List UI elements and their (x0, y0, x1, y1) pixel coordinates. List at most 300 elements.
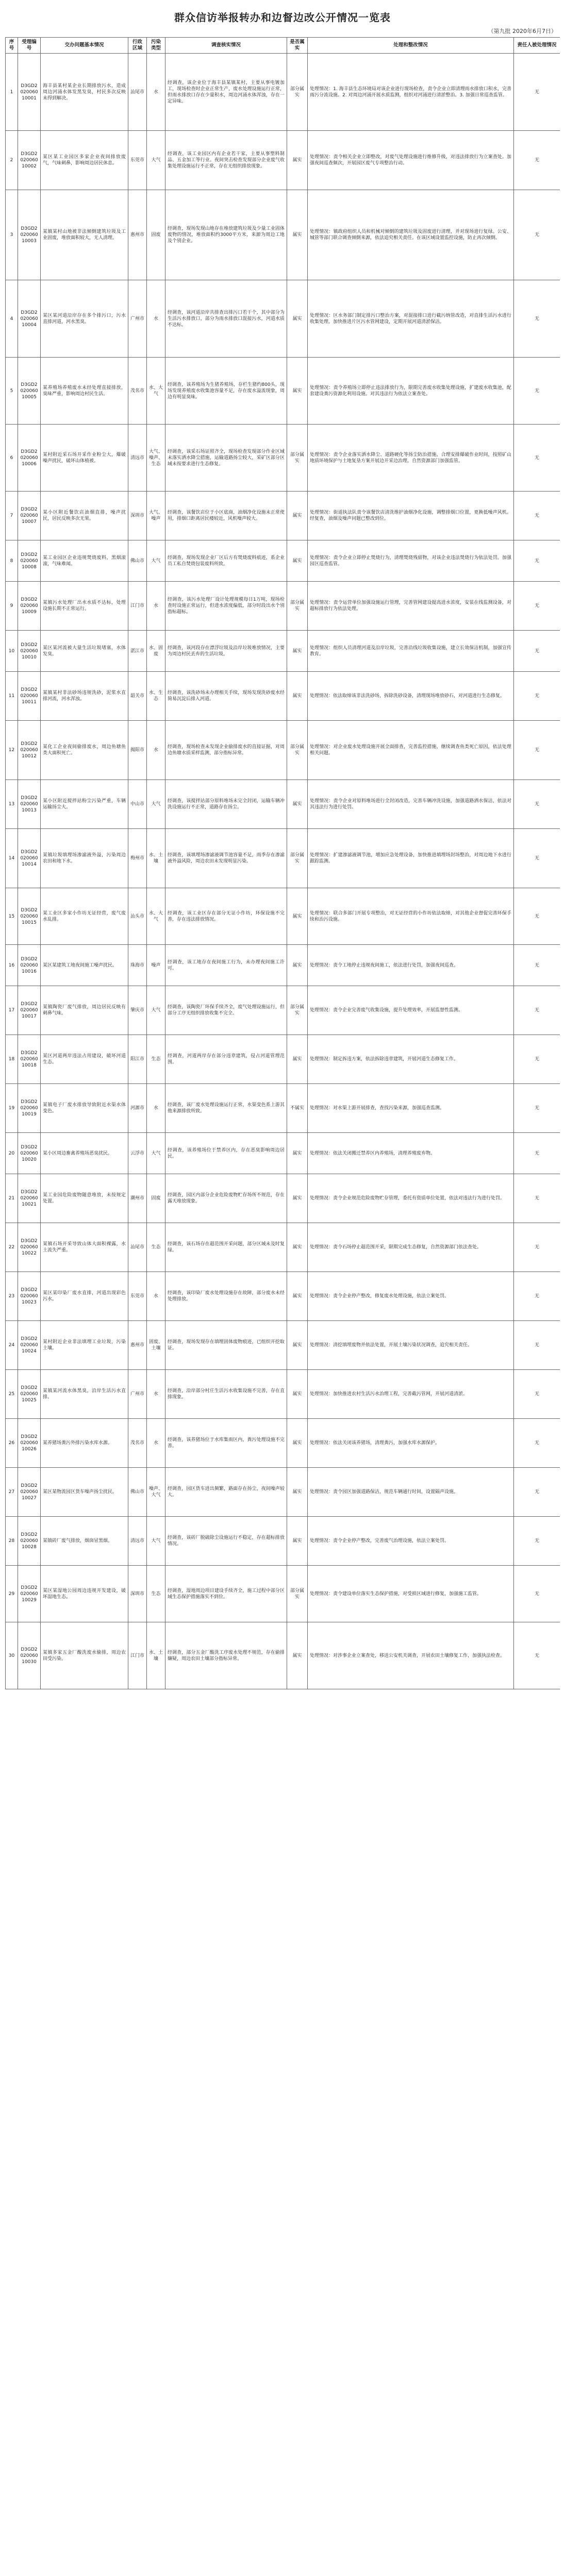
row-number: 11 (6, 672, 18, 721)
row-number: 1 (6, 54, 18, 131)
table-row (6, 280, 560, 358)
row-type: 水 (147, 1272, 165, 1321)
row-punish: 无 (514, 540, 560, 582)
row-handling: 处理情况：责令运营单位加强设施运行管理，完善管网建设提高进水浓度，安装在线监测设备，对超标排放行为依法处理。 (308, 582, 514, 631)
row-type: 大气 (147, 131, 165, 190)
row-investigation: 经调查，该厂废水处理设施运行正常，水渠变色系上游其他来源排放所致。 (165, 1084, 287, 1133)
row-type: 大气 (147, 1517, 165, 1566)
table-row (6, 1566, 560, 1622)
row-type: 水 (147, 721, 165, 780)
row-region: 佛山市 (128, 1468, 147, 1517)
row-type: 固废、土壤 (147, 1321, 165, 1370)
table-body (6, 54, 560, 1689)
row-type: 噪声、大气 (147, 1468, 165, 1517)
row-number: 17 (6, 986, 18, 1035)
row-investigation: 经调查，该工业区存在部分无证小作坊，环保设施不完善，存在违法排放情况。 (165, 888, 287, 945)
row-issue: 某化工企业夜间偷排废水，周边鱼塘鱼类大面积死亡。 (41, 721, 128, 780)
table-container (5, 37, 560, 2576)
row-investigation: 经调查，该工业园区内有企业若干家，主要从事塑料制品、五金加工等行业。夜间突击检查发现部分企业废气收集处理设施运行不正常，存在无组织排放现象。 (165, 131, 287, 190)
row-truth: 部分属实 (287, 582, 308, 631)
row-punish: 无 (514, 1133, 560, 1174)
row-truth: 属实 (287, 1035, 308, 1084)
row-investigation: 经调查，该陶瓷厂环保手续齐全，废气处理设施运行，但部分工序无组织排放收集不完全。 (165, 986, 287, 1035)
row-type: 水、生态 (147, 672, 165, 721)
table-row (6, 1517, 560, 1566)
row-issue: 某镇污水处理厂出水水质不达标，处理设施长期不正常运行。 (41, 582, 128, 631)
row-number: 19 (6, 1084, 18, 1133)
row-number: 22 (6, 1223, 18, 1272)
row-truth: 属实 (287, 131, 308, 190)
row-code: D3GD202006010006 (18, 425, 41, 492)
row-truth: 属实 (287, 1174, 308, 1223)
row-number: 25 (6, 1370, 18, 1419)
row-investigation: 经调查，该养殖场位于禁养区内，存在恶臭影响周边居民。 (165, 1133, 287, 1174)
table-row (6, 1272, 560, 1321)
row-number: 30 (6, 1622, 18, 1689)
row-punish: 无 (514, 1223, 560, 1272)
row-region: 河源市 (128, 1084, 147, 1133)
row-handling: 处理情况：责令企业落实洒水降尘、道路硬化等扬尘防治措施，合理安排爆破作业时间，按照矿山地质环境保护与土地复垦方案开展边开采边治理。自然资源部门加强监管。 (308, 425, 514, 492)
table-row (6, 672, 560, 721)
row-region: 韶关市 (128, 672, 147, 721)
row-type: 水 (147, 280, 165, 358)
row-truth: 部分属实 (287, 721, 308, 780)
row-code: D3GD202006010029 (18, 1566, 41, 1622)
row-region: 梅州市 (128, 829, 147, 888)
row-code: D3GD202006010014 (18, 829, 41, 888)
row-region: 惠州市 (128, 190, 147, 280)
row-handling: 处理情况：扩建渗滤液调节池，增加应急处理设备，加快推进填埋场封场整治，对周边地下水进行跟踪监测。 (308, 829, 514, 888)
row-handling: 处理情况：依法关闭该养猪场，清理粪污，加强水库水源保护。 (308, 1419, 514, 1468)
row-region: 云浮市 (128, 1133, 147, 1174)
row-investigation: 经调查，湿地周边项目建设手续齐全，施工过程中部分区域生态保护措施落实不到位。 (165, 1566, 287, 1622)
row-punish: 无 (514, 780, 560, 829)
row-code: D3GD202006010005 (18, 358, 41, 425)
row-investigation: 经调查，该养猪场位于水库集雨区内，粪污处理设施不完善。 (165, 1419, 287, 1468)
row-investigation: 经调查，沿岸部分村庄生活污水收集设施不完善，存在直排现象。 (165, 1370, 287, 1419)
row-issue: 某养猪场粪污外排污染水库水源。 (41, 1419, 128, 1468)
row-code: D3GD202006010013 (18, 780, 41, 829)
row-punish: 无 (514, 829, 560, 888)
row-type: 大气、噪声 (147, 492, 165, 540)
row-issue: 某镇某河流水体黑臭，沿岸生活污水直排。 (41, 1370, 128, 1419)
table-row (6, 131, 560, 190)
row-punish: 无 (514, 945, 560, 986)
row-region: 江门市 (128, 582, 147, 631)
row-number: 3 (6, 190, 18, 280)
row-punish: 无 (514, 358, 560, 425)
table-row (6, 1419, 560, 1468)
page (5, 0, 560, 2576)
row-investigation: 经调查，园区货车进出频繁，路面存在扬尘，夜间噪声较大。 (165, 1468, 287, 1517)
row-handling: 处理情况：区水务部门制定排污口整治方案，对混接排口进行截污纳管改造，对直排生活污水进行收集处理。加快推进片区污水管网建设，定期开展河道清淤保洁。 (308, 280, 514, 358)
row-issue: 某工业园危险废物随意堆放，未按规定处置。 (41, 1174, 128, 1223)
row-punish: 无 (514, 582, 560, 631)
column-header-code: 受理编号 (18, 38, 41, 54)
row-handling: 处理情况：责令企业停产整改，修复废水处理设施，依法立案处罚。 (308, 1272, 514, 1321)
row-type: 水、大气 (147, 888, 165, 945)
row-type: 大气、噪声、生态 (147, 425, 165, 492)
row-punish: 无 (514, 1272, 560, 1321)
row-punish: 无 (514, 1084, 560, 1133)
table-header-row (6, 38, 560, 54)
row-type: 水 (147, 1084, 165, 1133)
row-code: D3GD202006010021 (18, 1174, 41, 1223)
row-issue: 某小区周边畜禽养殖场恶臭扰民。 (41, 1133, 128, 1174)
row-code: D3GD202006010009 (18, 582, 41, 631)
row-code: D3GD202006010001 (18, 54, 41, 131)
row-handling: 处理情况：镇政府组织人员和机械对倾倒的建筑垃圾及固废进行清理，并对现场进行复绿。公安、城管等部门联合调查倾倒来源，依法追究相关责任。在该区域设置监控设施，防止再次倾倒。 (308, 190, 514, 280)
row-investigation: 经调查，该洗砂场未办理相关手续，现场发现洗砂废水经简易沉淀后排入河道。 (165, 672, 287, 721)
row-code: D3GD202006010018 (18, 1035, 41, 1084)
row-handling: 处理情况：责令养殖场立即停止违法排放行为，限期完善废水收集处理设施，扩建废水收集池，配套建设粪污资源化利用设施。对其违法行为依法立案查处。 (308, 358, 514, 425)
row-punish: 无 (514, 1174, 560, 1223)
row-investigation: 经调查，该砖厂脱硫除尘设施运行不稳定，存在超标排放情况。 (165, 1517, 287, 1566)
row-number: 12 (6, 721, 18, 780)
row-issue: 某镇石场开采导致山体大面积裸露，水土流失严重。 (41, 1223, 128, 1272)
table-row (6, 1223, 560, 1272)
table-row (6, 1370, 560, 1419)
row-region: 汕尾市 (128, 1223, 147, 1272)
row-truth: 属实 (287, 1272, 308, 1321)
row-code: D3GD202006010023 (18, 1272, 41, 1321)
row-truth: 属实 (287, 1622, 308, 1689)
row-type: 水、土壤 (147, 829, 165, 888)
row-code: D3GD202006010020 (18, 1133, 41, 1174)
table-row (6, 945, 560, 986)
table-row (6, 829, 560, 888)
row-punish: 无 (514, 721, 560, 780)
row-code: D3GD202006010011 (18, 672, 41, 721)
table-row (6, 986, 560, 1035)
row-handling: 处理情况：街道执法队责令该餐饮店清洗维护油烟净化设施，调整排烟口位置，更换低噪声风机。经复查，油烟及噪声问题已整改到位。 (308, 492, 514, 540)
row-punish: 无 (514, 1035, 560, 1084)
row-punish: 无 (514, 1321, 560, 1370)
row-handling: 处理情况：依法关闭搬迁禁养区内养殖场，清理养殖废弃物。 (308, 1133, 514, 1174)
table-row (6, 425, 560, 492)
row-handling: 处理情况：对水渠上游开展排查，查找污染来源，加强巡查监测。 (308, 1084, 514, 1133)
row-handling: 处理情况：责令相关企业立即整改，对废气处理设施进行维修升级，对违法排放行为立案查处。加强夜间巡查频次，开展园区废气专项整治行动。 (308, 131, 514, 190)
row-number: 18 (6, 1035, 18, 1084)
row-investigation: 经调查，园区内部分企业危险废物贮存场所不规范，存在露天堆放现象。 (165, 1174, 287, 1223)
row-type: 大气 (147, 1133, 165, 1174)
row-code: D3GD202006010017 (18, 986, 41, 1035)
row-type: 固废 (147, 190, 165, 280)
row-region: 东莞市 (128, 131, 147, 190)
table-row (6, 358, 560, 425)
table-row (6, 888, 560, 945)
row-issue: 某镇电子厂废水排放导致附近水渠水体变色。 (41, 1084, 128, 1133)
row-issue: 某镇砖厂废气排放，烟囱冒黑烟。 (41, 1517, 128, 1566)
row-handling: 处理情况：责令园区加强道路保洁，规范车辆通行时间，设置隔声设施。 (308, 1468, 514, 1517)
row-investigation: 经调查，该养殖场为生猪养殖场，存栏生猪约800头，现场发现养殖废水收集池容量不足，存在废水溢流现象，周边有明显臭味。 (165, 358, 287, 425)
row-code: D3GD202006010015 (18, 888, 41, 945)
row-truth: 属实 (287, 1517, 308, 1566)
complaint-table (5, 37, 560, 1689)
row-region: 广州市 (128, 280, 147, 358)
table-row (6, 540, 560, 582)
column-header-no: 序号 (6, 38, 18, 54)
row-issue: 某养殖场养殖废水未经处理直接排放，臭味严重，影响周边村民生活。 (41, 358, 128, 425)
row-investigation: 经调查，现场发现山地存在堆放建筑垃圾及少量工业固体废物的情况，堆放面积约3000平方米，来源为周边工地及个别企业。 (165, 190, 287, 280)
column-header-handling: 处理和整改情况 (308, 38, 514, 54)
row-punish: 无 (514, 1622, 560, 1689)
row-region: 中山市 (128, 780, 147, 829)
row-handling: 处理情况：责令企业停产整改，完善废气治理设施，依法立案处罚。 (308, 1517, 514, 1566)
row-code: D3GD202006010004 (18, 280, 41, 358)
page-title: 群众信访举报转办和边督边改公开情况一览表 (174, 11, 391, 24)
row-region: 潮州市 (128, 1174, 147, 1223)
row-code: D3GD202006010022 (18, 1223, 41, 1272)
row-type: 生态 (147, 1566, 165, 1622)
row-truth: 部分属实 (287, 54, 308, 131)
row-type: 噪声 (147, 945, 165, 986)
row-truth: 属实 (287, 888, 308, 945)
row-code: D3GD202006010019 (18, 1084, 41, 1133)
row-issue: 某区河道两岸违法占用建设，破坏河道生态。 (41, 1035, 128, 1084)
row-punish: 无 (514, 131, 560, 190)
row-handling: 处理情况：联合多部门开展专项整治，对无证经营的小作坊依法取缔，对其他企业督促完善环保手续和治污设施。 (308, 888, 514, 945)
row-handling: 处理情况：责令企业规范危险废物贮存管理，委托有资质单位处置，依法对违法行为进行处罚。 (308, 1174, 514, 1223)
row-investigation: 经调查，该采石场证照齐全，现场检查发现部分作业区域未落实洒水降尘措施，运输道路扬尘较大，采矿区部分区域未按要求进行生态修复。 (165, 425, 287, 492)
row-issue: 某村附近采石场开采作业粉尘大，爆破噪声扰民，破坏山体植被。 (41, 425, 128, 492)
row-handling: 处理情况：责令工地停止违规夜间施工，依法进行处罚，加强夜间巡查。 (308, 945, 514, 986)
table-row (6, 1622, 560, 1689)
row-code: D3GD202006010030 (18, 1622, 41, 1689)
row-type: 水 (147, 1370, 165, 1419)
row-region: 阳江市 (128, 1035, 147, 1084)
row-handling: 处理情况：制定拆违方案，依法拆除违章建筑，开展河道生态修复工作。 (308, 1035, 514, 1084)
row-punish: 无 (514, 1566, 560, 1622)
row-issue: 某镇垃圾填埋场渗滤液外溢，污染周边农田和地下水。 (41, 829, 128, 888)
row-region: 东莞市 (128, 1272, 147, 1321)
row-type: 水、土壤 (147, 1622, 165, 1689)
row-truth: 部分属实 (287, 425, 308, 492)
row-code: D3GD202006010024 (18, 1321, 41, 1370)
row-punish: 无 (514, 190, 560, 280)
row-issue: 某镇陶瓷厂废气排放，周边居民反映有刺鼻气味。 (41, 986, 128, 1035)
row-handling: 处理情况：对涉事企业立案查处，移送公安机关调查，开展农田土壤修复工作，加强执法检查。 (308, 1622, 514, 1689)
row-truth: 属实 (287, 492, 308, 540)
row-handling: 处理情况：清挖填埋废物并依法处置，开展土壤污染状况调查，追究相关责任。 (308, 1321, 514, 1370)
row-truth: 不属实 (287, 1084, 308, 1133)
row-truth: 属实 (287, 1468, 308, 1517)
row-handling: 处理情况：责令石场停止超范围开采，限期完成生态修复，自然资源部门依法查处。 (308, 1223, 514, 1272)
row-code: D3GD202006010028 (18, 1517, 41, 1566)
row-region: 江门市 (128, 1622, 147, 1689)
row-code: D3GD202006010007 (18, 492, 41, 540)
table-row (6, 582, 560, 631)
row-type: 水 (147, 582, 165, 631)
row-investigation: 经调查，该河道沿岸共排查出排污口若干个，其中部分为生活污水排放口，部分为雨水排放口混接污水，河道水质不达标。 (165, 280, 287, 358)
row-issue: 某区某印染厂废水直排，河道出现彩色污水。 (41, 1272, 128, 1321)
row-code: D3GD202006010010 (18, 631, 41, 672)
row-investigation: 经调查，部分五金厂酸洗工序废水处理不规范，存在偷排嫌疑，周边农田土壤部分指标异常。 (165, 1622, 287, 1689)
table-row (6, 631, 560, 672)
row-issue: 某区某建筑工地夜间施工噪声扰民。 (41, 945, 128, 986)
row-issue: 某镇某村非法砂场违规洗砂，泥浆水直排河流，河水浑浊。 (41, 672, 128, 721)
row-region: 揭阳市 (128, 721, 147, 780)
row-investigation: 经调查，该河段存在漂浮垃圾及沿岸垃圾堆放情况，主要为周边村民丢弃的生活垃圾。 (165, 631, 287, 672)
row-number: 8 (6, 540, 18, 582)
row-handling: 处理情况：对企业废水处理设施开展全面排查，完善监控措施，继续调查鱼类死亡原因，依法处理相关问题。 (308, 721, 514, 780)
row-code: D3GD202006010003 (18, 190, 41, 280)
row-truth: 属实 (287, 280, 308, 358)
row-issue: 某工业园区企业违规焚烧废料，黑烟滚滚，气味难闻。 (41, 540, 128, 582)
row-punish: 无 (514, 54, 560, 131)
row-truth: 部分属实 (287, 986, 308, 1035)
row-code: D3GD202006010012 (18, 721, 41, 780)
row-type: 大气 (147, 986, 165, 1035)
row-punish: 无 (514, 425, 560, 492)
row-punish: 无 (514, 1517, 560, 1566)
row-number: 24 (6, 1321, 18, 1370)
row-number: 20 (6, 1133, 18, 1174)
row-region: 惠州市 (128, 1321, 147, 1370)
row-type: 大气 (147, 540, 165, 582)
row-truth: 属实 (287, 540, 308, 582)
row-truth: 属实 (287, 1419, 308, 1468)
row-code: D3GD202006010027 (18, 1468, 41, 1517)
row-number: 4 (6, 280, 18, 358)
row-type: 水、固废 (147, 631, 165, 672)
table-row (6, 1133, 560, 1174)
row-handling: 处理情况：责令建设单位落实生态保护措施，对受损区域进行修复，加强施工监管。 (308, 1566, 514, 1622)
row-truth: 属实 (287, 190, 308, 280)
row-punish: 无 (514, 1419, 560, 1468)
row-number: 6 (6, 425, 18, 492)
row-region: 汕头市 (128, 888, 147, 945)
row-investigation: 经调查，该搅拌站部分原料堆场未完全封闭，运输车辆冲洗设施运行不正常，道路存在扬尘。 (165, 780, 287, 829)
row-handling: 处理情况：责令企业完善废气收集设施，提升处理效率，开展监督性监测。 (308, 986, 514, 1035)
row-region: 清远市 (128, 425, 147, 492)
row-investigation: 经调查，现场检查未发现企业偷排废水的直接证据，对周边鱼塘水质采样监测，部分指标异常。 (165, 721, 287, 780)
table-row (6, 190, 560, 280)
row-issue: 某镇某村山地被非法倾倒建筑垃圾及工业固废，堆放面积较大，无人清理。 (41, 190, 128, 280)
row-number: 15 (6, 888, 18, 945)
table-row (6, 1035, 560, 1084)
row-region: 茂名市 (128, 358, 147, 425)
table-row (6, 721, 560, 780)
row-truth: 部分属实 (287, 829, 308, 888)
row-type: 大气 (147, 780, 165, 829)
row-number: 14 (6, 829, 18, 888)
column-header-type: 污染类型 (147, 38, 165, 54)
row-number: 5 (6, 358, 18, 425)
row-punish: 无 (514, 672, 560, 721)
column-header-punish: 责任人被处理情况 (514, 38, 560, 54)
row-investigation: 经调查，该污水处理厂设计处理规模每日1万吨，现场检查时设施正常运行，但进水浓度偏低，部分时段出水个别指标超标。 (165, 582, 287, 631)
row-investigation: 经调查，该印染厂废水处理设施存在故障，部分废水未经处理排放。 (165, 1272, 287, 1321)
row-code: D3GD202006010008 (18, 540, 41, 582)
row-truth: 属实 (287, 1321, 308, 1370)
row-region: 肇庆市 (128, 986, 147, 1035)
row-issue: 某小区附近餐饮店油烟直排，噪声扰民，居民反映多次无果。 (41, 492, 128, 540)
row-handling: 处理情况：责令企业立即停止焚烧行为，清理焚烧残留物，对该企业违法焚烧行为依法处罚。加强园区巡查监管。 (308, 540, 514, 582)
table-row (6, 1084, 560, 1133)
table-row (6, 54, 560, 131)
row-number: 13 (6, 780, 18, 829)
row-code: D3GD202006010026 (18, 1419, 41, 1468)
row-type: 水 (147, 54, 165, 131)
row-truth: 属实 (287, 672, 308, 721)
row-region: 佛山市 (128, 540, 147, 582)
row-issue: 某区某工业园区多家企业夜间排放废气，气味刺鼻，影响周边居民休息。 (41, 131, 128, 190)
row-truth: 属实 (287, 1370, 308, 1419)
row-issue: 某区某河流被大量生活垃圾堵塞，水体发臭。 (41, 631, 128, 672)
table-row (6, 492, 560, 540)
row-punish: 无 (514, 1468, 560, 1517)
table-row (6, 780, 560, 829)
row-truth: 属实 (287, 358, 308, 425)
row-number: 2 (6, 131, 18, 190)
row-investigation: 经调查，现场发现企业厂区后方有焚烧废料痕迹，系企业员工私自焚烧包装废料所致。 (165, 540, 287, 582)
table-row (6, 1321, 560, 1370)
row-number: 29 (6, 1566, 18, 1622)
row-type: 水、大气 (147, 358, 165, 425)
row-punish: 无 (514, 631, 560, 672)
row-handling: 处理情况：1. 海丰县生态环境局对该企业进行现场检查，责令企业立即清理雨水排放口积水，完善雨污分流设施。2. 对周边河涌开展水质监测，组织对河涌进行清淤整治。3. 加强日常巡查监管。 (308, 54, 514, 131)
row-issue: 某小区附近搅拌站粉尘污染严重，车辆运输扬尘大。 (41, 780, 128, 829)
row-issue: 某工业区多家小作坊无证经营，废气废水乱排。 (41, 888, 128, 945)
row-punish: 无 (514, 986, 560, 1035)
row-region: 汕尾市 (128, 54, 147, 131)
row-investigation: 经调查，该餐饮店位于小区底商，油烟净化设施未正常使用，排烟口距离居民楼较近，风机噪声较大。 (165, 492, 287, 540)
row-code: D3GD202006010016 (18, 945, 41, 986)
row-investigation: 经调查，该企业位于海丰县某镇某村，主要从事电镀加工，现场检查时企业正常生产，废水处理设施运行正常，但雨水排放口存在少量积水，周边河涌水体浑浊，存在一定异味。 (165, 54, 287, 131)
row-issue: 某区某湿地公园周边违规开发建设，破坏湿地生态。 (41, 1566, 128, 1622)
row-punish: 无 (514, 1370, 560, 1419)
row-type: 生态 (147, 1223, 165, 1272)
row-investigation: 经调查，现场发现存在填埋固体废物痕迹，已组织开挖取证。 (165, 1321, 287, 1370)
row-region: 湛江市 (128, 631, 147, 672)
column-header-investigation: 调查核实情况 (165, 38, 287, 54)
row-handling: 处理情况：责令企业对原料堆场进行全封闭改造，完善车辆冲洗设施，加强道路洒水保洁，依法对其违法行为进行处罚。 (308, 780, 514, 829)
page-subtitle: （第九批 2020年6月7日） (488, 28, 557, 35)
row-region: 珠海市 (128, 945, 147, 986)
row-issue: 海丰县某村某企业长期排放污水，造成周边河涌水体发黑发臭，村民多次反映未得到解决。 (41, 54, 128, 131)
row-issue: 某区某物流园区货车噪声扬尘扰民。 (41, 1468, 128, 1517)
row-handling: 处理情况：组织人员清理河道及沿岸垃圾，完善沿线垃圾收集设施，建立长效保洁机制，加强宣传教育。 (308, 631, 514, 672)
row-truth: 属实 (287, 1133, 308, 1174)
row-punish: 无 (514, 280, 560, 358)
row-punish: 无 (514, 492, 560, 540)
row-number: 9 (6, 582, 18, 631)
row-investigation: 经调查，该工地存在夜间施工行为，未办理夜间施工许可。 (165, 945, 287, 986)
row-number: 16 (6, 945, 18, 986)
table-row (6, 1174, 560, 1223)
row-type: 生态 (147, 1035, 165, 1084)
column-header-issue: 交办问题基本情况 (41, 38, 128, 54)
row-investigation: 经调查，河道两岸存在部分违章建筑，侵占河道管理范围。 (165, 1035, 287, 1084)
row-truth: 部分属实 (287, 1566, 308, 1622)
row-truth: 属实 (287, 945, 308, 986)
row-number: 28 (6, 1517, 18, 1566)
row-type: 固废 (147, 1174, 165, 1223)
row-issue: 某镇多家五金厂酸洗废水偷排，周边农田受污染。 (41, 1622, 128, 1689)
row-region: 茂名市 (128, 1419, 147, 1468)
row-truth: 属实 (287, 780, 308, 829)
row-region: 深圳市 (128, 492, 147, 540)
row-investigation: 经调查，该石场存在超范围开采问题，部分区域未及时复绿。 (165, 1223, 287, 1272)
row-handling: 处理情况：依法取缔该非法洗砂场，拆除洗砂设备，清理现场堆放砂石，对河道进行生态修复。 (308, 672, 514, 721)
column-header-truth: 是否属实 (287, 38, 308, 54)
row-issue: 某区某河道沿岸存在多个排污口，污水直排河道，河水黑臭。 (41, 280, 128, 358)
row-region: 清远市 (128, 1517, 147, 1566)
table-row (6, 1468, 560, 1517)
row-region: 深圳市 (128, 1566, 147, 1622)
row-punish: 无 (514, 888, 560, 945)
